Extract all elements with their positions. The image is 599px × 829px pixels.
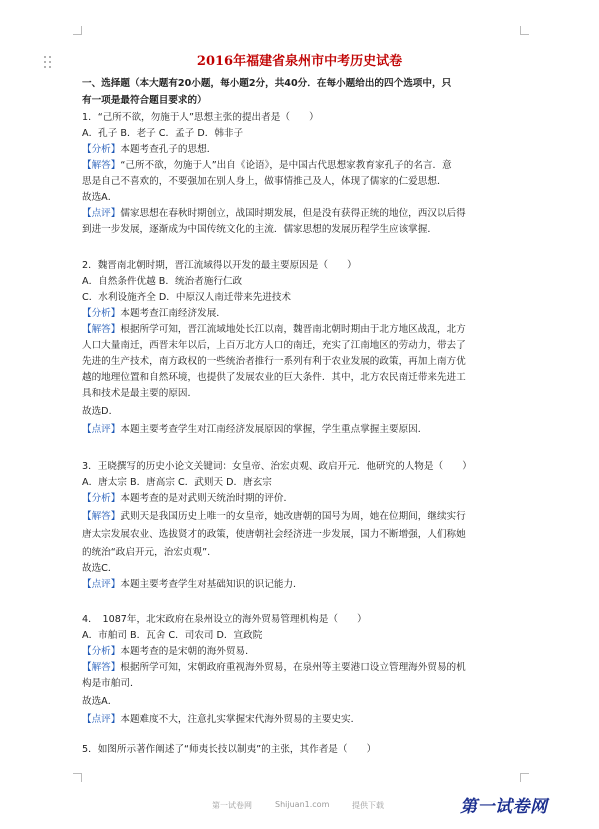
footer-right-text: 提供下载 xyxy=(352,801,384,810)
question-1-comment xyxy=(82,207,466,220)
analysis-tag: 【分析】 xyxy=(82,493,121,504)
answer-tag: 【解答】 xyxy=(82,160,121,171)
question-2-options: C．水利设施齐全 D．中原汉人南迁带来先进技术 xyxy=(82,292,292,303)
brand-logo: 第一试卷网 xyxy=(460,797,548,817)
question-1-comment-cont: 到进一步发展，逐渐成为中国传统文化的主流．儒家思想的发展历程学生应该掌握． xyxy=(82,224,437,235)
analysis-text: 本题考查的是宋朝的海外贸易． xyxy=(120,646,255,657)
question-2-stem: 2．魏晋南北朝时期，晋江流域得以开发的最主要原因是（ ） xyxy=(82,260,357,271)
answer-tag: 【解答】 xyxy=(82,324,121,335)
analysis-tag: 【分析】 xyxy=(82,144,121,155)
section-heading: 有一项是最符合题目要求的） xyxy=(82,95,207,106)
crop-mark-top-left xyxy=(73,26,82,35)
question-4-answer-cont: 构是市舶司． xyxy=(82,678,140,689)
question-1-answer xyxy=(82,159,452,172)
question-4-analysis xyxy=(82,645,255,658)
crop-mark-bottom-left xyxy=(73,773,82,782)
question-1-choice: 故选A． xyxy=(82,192,118,203)
question-3-answer-cont: 的统治“政启开元，治宏贞观”． xyxy=(82,547,217,558)
question-4-stem: 4． 1087年，北宋政府在泉州设立的海外贸易管理机构是（ ） xyxy=(82,614,367,625)
question-2-comment xyxy=(82,423,427,436)
crop-mark-bottom-right xyxy=(520,773,529,782)
document-title: 2016年福建省泉州市中考历史试卷 xyxy=(196,54,403,69)
analysis-text: 本题考查孔子的思想． xyxy=(120,144,217,155)
analysis-text: 本题考查的是对武则天统治时期的评价． xyxy=(120,493,294,504)
question-2-answer xyxy=(82,323,466,336)
question-4-choice: 故选A． xyxy=(82,696,118,707)
question-4-comment xyxy=(82,713,360,726)
question-3-analysis xyxy=(82,492,293,505)
question-1-analysis xyxy=(82,143,216,156)
question-2-answer-cont: 具和技术是最主要的原因． xyxy=(82,388,198,399)
answer-text: “己所不欲，勿施于人”出自《论语》，是中国古代思想家教育家孔子的名言．意 xyxy=(120,160,452,171)
question-3-answer xyxy=(82,510,466,523)
comment-text: 本题难度不大，注意扎实掌握宋代海外贸易的主要史实． xyxy=(120,714,361,725)
comment-text: 儒家思想在春秋时期创立，战国时期发展，但是没有获得正统的地位，西汉以后得 xyxy=(120,208,466,219)
analysis-text: 本题考查江南经济发展． xyxy=(120,308,226,319)
analysis-tag: 【分析】 xyxy=(82,308,121,319)
analysis-tag: 【分析】 xyxy=(82,646,121,657)
question-2-answer-cont: 越的地理位置和自然环境，也提供了发展农业的巨大条件．其中，北方农民南迁带来先进工 xyxy=(82,372,466,383)
answer-text: 武则天是我国历史上唯一的女皇帝，她改唐朝的国号为周，她在位期间，继续实行 xyxy=(120,511,466,522)
comment-tag: 【点评】 xyxy=(82,579,121,590)
question-1-stem: 1．“己所不欲，勿施于人”思想主张的提出者是（ ） xyxy=(82,112,319,123)
comment-text: 本题主要考查学生对江南经济发展原因的掌握，学生重点掌握主要原因． xyxy=(120,424,428,435)
question-3-stem: 3．王晓撰写的历史小论文关键词：女皇帝、治宏贞观、政启开元．他研究的人物是（ ） xyxy=(82,461,472,472)
footer-site-text: Shijuan1.com xyxy=(275,800,330,809)
comment-tag: 【点评】 xyxy=(82,208,121,219)
footer-left-text: 第一试卷网 xyxy=(212,801,252,810)
comment-text: 本题主要考查学生对基础知识的识记能力． xyxy=(120,579,303,590)
section-heading: 一、选择题（本大题有20小题，每小题2分，共40分．在每小题给出的四个选项中，只 xyxy=(82,78,452,89)
question-2-answer-cont: 人口大量南迁，西晋末年以后，上百万北方人口的南迁，充实了江南地区的劳动力，带去了 xyxy=(82,340,466,351)
question-2-analysis xyxy=(82,307,226,320)
comment-tag: 【点评】 xyxy=(82,714,121,725)
answer-text: 根据所学可知，晋江流域地处长江以南，魏晋南北朝时期由于北方地区战乱，北方 xyxy=(120,324,466,335)
answer-text: 根据所学可知，宋朝政府重视海外贸易，在泉州等主要港口设立管理海外贸易的机 xyxy=(120,662,466,673)
question-2-choice: 故选D． xyxy=(82,406,119,417)
question-4-options: A．市舶司 B．瓦舍 C．司农司 D．宣政院 xyxy=(82,630,263,641)
question-3-comment xyxy=(82,578,303,591)
question-3-choice: 故选C． xyxy=(82,563,118,574)
question-3-options: A．唐太宗 B．唐高宗 C．武则天 D．唐玄宗 xyxy=(82,477,272,488)
question-1-answer-cont: 思是自己不喜欢的，不要强加在别人身上，做事情推己及人，体现了儒家的仁爱思想． xyxy=(82,176,447,187)
question-5-stem: 5．如图所示著作阐述了“师夷长技以制夷”的主张，其作者是（ ） xyxy=(82,744,377,755)
crop-mark-top-right xyxy=(520,26,529,35)
question-4-answer xyxy=(82,661,466,674)
answer-tag: 【解答】 xyxy=(82,511,121,522)
question-2-options: A．自然条件优越 B．统治者施行仁政 xyxy=(82,276,243,287)
question-2-answer-cont: 先进的生产技术，南方政权的一些统治者推行一系列有利于农业发展的政策，再加上南方优 xyxy=(82,356,466,367)
answer-tag: 【解答】 xyxy=(82,662,121,673)
question-1-options: A．孔子 B．老子 C．孟子 D．韩非子 xyxy=(82,128,244,139)
question-3-answer-cont: 唐太宗发展农业、选拔贤才的政策，使唐朝社会经济进一步发展，国力不断增强，人们称她 xyxy=(82,529,466,540)
comment-tag: 【点评】 xyxy=(82,424,121,435)
